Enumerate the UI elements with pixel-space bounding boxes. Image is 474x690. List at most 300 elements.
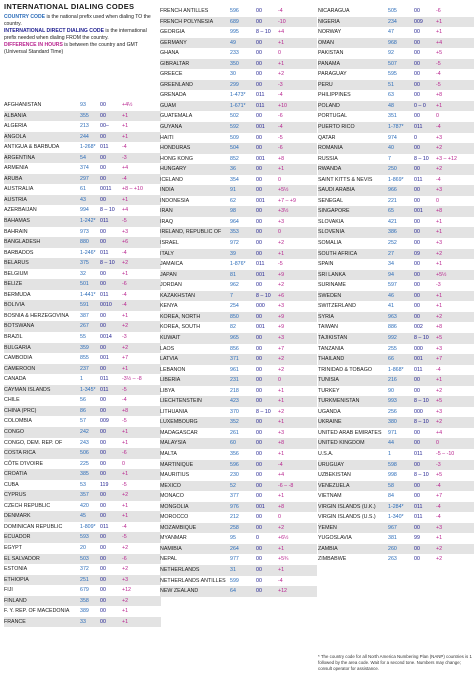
- table-row: [318, 227, 474, 238]
- hours-difference: +8: [122, 407, 129, 414]
- country-code: 256: [388, 408, 397, 415]
- country-name: KAZAKHSTAN: [160, 292, 195, 299]
- idd-code: 8 – 10: [414, 419, 429, 426]
- table-row: [4, 501, 161, 512]
- table-row: [4, 132, 161, 143]
- country-code: 421: [388, 218, 397, 225]
- table-row: [4, 184, 161, 195]
- hours-difference: +3: [278, 429, 285, 436]
- idd-code: 00: [256, 419, 262, 426]
- country-name: SLOVENIA: [318, 229, 345, 236]
- country-name: ALBANIA: [4, 112, 27, 119]
- table-row: [318, 175, 474, 186]
- country-code: 33: [80, 618, 86, 625]
- country-code: 84: [388, 493, 394, 500]
- idd-code: 00: [100, 597, 106, 604]
- table-row: [160, 154, 317, 165]
- idd-code: 00: [256, 387, 262, 394]
- idd-code: 011: [100, 249, 109, 256]
- country-name: BAHAMAS: [4, 218, 30, 225]
- hours-difference: 0: [278, 514, 281, 521]
- idd-code: 00: [414, 187, 420, 194]
- table-row: [318, 396, 474, 407]
- country-code: 856: [230, 345, 239, 352]
- table-row: [318, 428, 474, 439]
- table-row: [4, 406, 161, 417]
- country-name: NETHERLANDS ANTILLES: [160, 577, 226, 584]
- country-code: 502: [230, 113, 239, 120]
- idd-code: 00: [100, 502, 106, 509]
- idd-code: 00: [414, 71, 420, 78]
- idd-code: 00: [100, 513, 106, 520]
- idd-code: 00: [100, 439, 106, 446]
- country-code: 420: [80, 502, 89, 509]
- country-code: 599: [230, 577, 239, 584]
- country-name: INDONESIA: [160, 197, 190, 204]
- country-code: 260: [388, 545, 397, 552]
- country-code: 359: [80, 344, 89, 351]
- hours-difference: +1: [278, 398, 285, 405]
- country-name: UGANDA: [318, 408, 341, 415]
- country-code: 964: [230, 218, 239, 225]
- idd-code: 00: [414, 493, 420, 500]
- idd-code: 00: [256, 524, 262, 531]
- country-name: CHILE: [4, 397, 20, 404]
- hours-difference: -6: [122, 281, 127, 288]
- idd-code: 001: [256, 124, 265, 131]
- country-name: VENEZUELA: [318, 482, 350, 489]
- hours-difference: +1: [278, 250, 285, 257]
- country-code: 52: [230, 482, 236, 489]
- idd-code: 011: [100, 291, 109, 298]
- idd-code: 00: [414, 461, 420, 468]
- idd-code: 00–: [100, 123, 109, 130]
- idd-code: 00: [256, 18, 262, 25]
- table-row: [318, 154, 474, 165]
- country-name: NAMIBIA: [160, 545, 182, 552]
- country-code: 1: [388, 450, 391, 457]
- country-name: GUYANA: [160, 124, 182, 131]
- hours-difference: -4: [436, 71, 441, 78]
- dialing-table-column-2: [160, 6, 317, 597]
- table-row: [4, 321, 161, 332]
- country-code: 251: [80, 576, 89, 583]
- country-code: 351: [388, 113, 397, 120]
- hours-difference: +3: [436, 187, 443, 194]
- country-name: CHINA (PRC): [4, 407, 37, 414]
- hours-difference: +1: [278, 387, 285, 394]
- table-row: [318, 481, 474, 492]
- table-row: [318, 90, 474, 101]
- table-row: [160, 586, 317, 597]
- country-code: 372: [80, 566, 89, 573]
- idd-code: 00: [414, 229, 420, 236]
- hours-difference: +2: [278, 408, 285, 415]
- country-name: MOROCCO: [160, 514, 189, 521]
- country-code: 1-340*: [388, 514, 404, 521]
- country-code: 381: [388, 535, 397, 542]
- hours-difference: +9: [278, 324, 285, 331]
- idd-code: 001: [414, 356, 423, 363]
- country-name: LAOS: [160, 345, 175, 352]
- hours-difference: -6: [122, 555, 127, 562]
- country-code: 258: [230, 524, 239, 531]
- table-row: [318, 249, 474, 260]
- country-code: 963: [388, 313, 397, 320]
- table-row: [4, 522, 161, 533]
- table-row: [318, 375, 474, 386]
- country-name: PERU: [318, 81, 333, 88]
- country-name: CANADA: [4, 376, 27, 383]
- legend: [4, 14, 154, 27]
- country-name: LEBANON: [160, 366, 186, 373]
- table-row: [4, 416, 161, 427]
- idd-code: 00: [100, 165, 106, 172]
- country-name: SINGAPORE: [318, 208, 350, 215]
- country-name: HUNGARY: [160, 166, 187, 173]
- country-name: JAPAN: [160, 271, 177, 278]
- country-code: 94: [388, 271, 394, 278]
- idd-code: 00: [100, 544, 106, 551]
- table-row: [160, 544, 317, 555]
- table-row: [160, 101, 317, 112]
- idd-code: 00: [256, 482, 262, 489]
- hours-difference: +5: [436, 472, 443, 479]
- idd-code: 119: [100, 481, 109, 488]
- idd-code: 00: [100, 566, 106, 573]
- country-name: SPAIN: [318, 261, 334, 268]
- country-name: PORTUGAL: [318, 113, 348, 120]
- hours-difference: 0: [122, 460, 125, 467]
- hours-difference: +2: [436, 313, 443, 320]
- idd-code: 0014: [100, 334, 112, 341]
- hours-difference: +2: [278, 240, 285, 247]
- hours-difference: +8: [278, 440, 285, 447]
- idd-code: 00: [100, 555, 106, 562]
- idd-code: 00: [414, 482, 420, 489]
- country-name: UNITED ARAB EMIRATES: [318, 429, 382, 436]
- idd-code: 8 – 10: [100, 260, 115, 267]
- idd-code: 011: [100, 523, 109, 530]
- country-code: 385: [80, 471, 89, 478]
- country-name: GEORGIA: [160, 29, 185, 36]
- country-name: MARTINIQUE: [160, 461, 194, 468]
- country-name: CONGO, DEM. REP. OF: [4, 439, 63, 446]
- hours-difference: +1: [122, 365, 129, 372]
- hours-difference: -4: [278, 461, 283, 468]
- country-code: 852: [230, 155, 239, 162]
- hours-difference: -4: [436, 514, 441, 521]
- country-code: 46: [388, 292, 394, 299]
- table-row: [160, 512, 317, 523]
- hours-difference: -4: [278, 124, 283, 131]
- country-name: IRAN: [160, 208, 173, 215]
- table-row: [4, 332, 161, 343]
- table-row: [160, 69, 317, 80]
- table-row: [318, 512, 474, 523]
- country-code: 387: [80, 312, 89, 319]
- table-row: [160, 259, 317, 270]
- country-code: 51: [388, 81, 394, 88]
- country-code: 595: [388, 71, 397, 78]
- hours-difference: -4: [278, 577, 283, 584]
- table-row: [160, 533, 317, 544]
- idd-code: 00: [100, 618, 106, 625]
- table-row: [4, 142, 161, 153]
- idd-code: 001: [256, 271, 265, 278]
- hours-difference: -5: [278, 134, 283, 141]
- country-code: 261: [230, 429, 239, 436]
- hours-difference: +3½: [278, 208, 289, 215]
- idd-code: 00: [256, 577, 262, 584]
- table-row: [318, 460, 474, 471]
- hours-difference: +1: [122, 502, 129, 509]
- hours-difference: +10: [278, 102, 287, 109]
- country-name: UKRAINE: [318, 419, 342, 426]
- country-code: 995: [230, 29, 239, 36]
- table-row: [318, 312, 474, 323]
- table-row: [4, 596, 161, 607]
- table-row: [4, 269, 161, 280]
- hours-difference: +4: [278, 472, 285, 479]
- table-row: [160, 523, 317, 534]
- country-code: 507: [388, 60, 397, 67]
- country-name: GRENADA: [160, 92, 187, 99]
- hours-difference: +4: [436, 429, 443, 436]
- country-name: GHANA: [160, 50, 179, 57]
- hours-difference: +1: [278, 60, 285, 67]
- table-row: [318, 206, 474, 217]
- idd-code: 00: [414, 524, 420, 531]
- country-name: TURKMENISTAN: [318, 398, 360, 405]
- country-name: GIBRALTAR: [160, 60, 190, 67]
- idd-code: 00: [256, 71, 262, 78]
- table-row: [4, 353, 161, 364]
- idd-code: 000: [414, 408, 423, 415]
- country-code: 1-441*: [80, 291, 96, 298]
- table-row: [160, 17, 317, 28]
- hours-difference: +4: [278, 29, 285, 36]
- country-code: 1-809*: [80, 523, 96, 530]
- hours-difference: 0: [436, 113, 439, 120]
- country-code: 994: [80, 207, 89, 214]
- country-code: 855: [80, 355, 89, 362]
- country-code: 374: [80, 165, 89, 172]
- idd-code: 00: [414, 303, 420, 310]
- table-row: [160, 470, 317, 481]
- country-code: 992: [388, 334, 397, 341]
- idd-code: 011: [414, 176, 423, 183]
- country-code: 81: [230, 271, 236, 278]
- country-code: 39: [230, 250, 236, 257]
- table-row: [160, 111, 317, 122]
- country-code: 91: [230, 187, 236, 194]
- country-name: HAITI: [160, 134, 174, 141]
- country-code: 591: [80, 302, 89, 309]
- idd-code: 011: [100, 376, 109, 383]
- country-code: 63: [388, 92, 394, 99]
- legend-idd: INTERNATIONAL DIRECT DIALING CODE is the international prefix needed when dialing FROM the country.: [4, 28, 147, 41]
- hours-difference: +2: [122, 544, 129, 551]
- country-name: BRAZIL: [4, 334, 23, 341]
- idd-code: 00: [256, 545, 262, 552]
- hours-difference: +1: [122, 196, 129, 203]
- hours-difference: +4: [122, 165, 129, 172]
- table-row: [4, 163, 161, 174]
- country-code: 354: [230, 176, 239, 183]
- table-row: [318, 238, 474, 249]
- country-name: TRINIDAD & TOBAGO: [318, 366, 372, 373]
- hours-difference: +1: [122, 513, 129, 520]
- country-code: 1-284*: [388, 503, 404, 510]
- hours-difference: +1: [436, 102, 443, 109]
- idd-code: 8 – 10: [256, 408, 271, 415]
- country-code: 355: [80, 112, 89, 119]
- idd-code: 00: [256, 356, 262, 363]
- hours-difference: +7: [278, 345, 285, 352]
- table-row: [4, 364, 161, 375]
- country-name: BARBADOS: [4, 249, 34, 256]
- legend-difference: DIFFERENCE IN HOURS is between the country and GMT (Universal Standard Time): [4, 42, 138, 55]
- country-name: ETHIOPIA: [4, 576, 29, 583]
- idd-code: 001: [256, 197, 265, 204]
- idd-code: 00: [414, 197, 420, 204]
- country-name: SURINAME: [318, 282, 346, 289]
- country-code: 1-242*: [80, 218, 96, 225]
- idd-code: 99: [414, 535, 420, 542]
- table-row: [160, 312, 317, 323]
- idd-code: 009: [100, 418, 109, 425]
- hours-difference: -3: [436, 282, 441, 289]
- country-code: 86: [80, 407, 86, 414]
- hours-difference: +1: [436, 535, 443, 542]
- idd-code: 00: [256, 282, 262, 289]
- idd-code: 00: [256, 556, 262, 563]
- country-name: MONACO: [160, 493, 184, 500]
- hours-difference: +5½: [278, 187, 289, 194]
- idd-code: 00: [100, 450, 106, 457]
- country-code: 1-876*: [230, 261, 246, 268]
- hours-difference: +12: [278, 588, 287, 595]
- idd-code: 00: [414, 218, 420, 225]
- country-code: 377: [230, 493, 239, 500]
- hours-difference: -3: [278, 81, 283, 88]
- country-name: PANAMA: [318, 60, 340, 67]
- idd-code: 00: [414, 240, 420, 247]
- idd-code: 001: [256, 155, 265, 162]
- country-name: UNITED KINGDOM: [318, 440, 365, 447]
- hours-difference: +6: [278, 292, 285, 299]
- hours-difference: +8: [278, 155, 285, 162]
- idd-code: 00: [100, 270, 106, 277]
- country-name: KENYA: [160, 303, 178, 310]
- country-name: MAURITIUS: [160, 472, 190, 479]
- idd-code: 00: [256, 187, 262, 194]
- country-name: URUGUAY: [318, 461, 345, 468]
- country-code: 62: [230, 197, 236, 204]
- table-row: [318, 354, 474, 365]
- country-name: DENMARK: [4, 513, 31, 520]
- country-code: 43: [80, 196, 86, 203]
- idd-code: 00: [414, 387, 420, 394]
- country-name: ISRAEL: [160, 240, 179, 247]
- country-name: GUATEMALA: [160, 113, 193, 120]
- table-row: [4, 205, 161, 216]
- table-row: [160, 143, 317, 154]
- country-code: 1-868*: [388, 366, 404, 373]
- table-row: [4, 469, 161, 480]
- hours-difference: +8 – +10: [122, 186, 143, 193]
- table-row: [4, 543, 161, 554]
- idd-code: 00: [414, 92, 420, 99]
- idd-code: 001: [414, 208, 423, 215]
- idd-code: 011: [414, 514, 423, 521]
- table-row: [160, 270, 317, 281]
- idd-code: 00: [256, 50, 262, 57]
- country-name: ANGOLA: [4, 133, 27, 140]
- table-row: [318, 6, 474, 17]
- country-code: 267: [80, 323, 89, 330]
- country-name: LIBERIA: [160, 377, 181, 384]
- idd-code: 8 – 10: [414, 155, 429, 162]
- country-name: SLOVAKIA: [318, 218, 344, 225]
- country-name: ROMANIA: [318, 145, 343, 152]
- idd-code: 00: [414, 166, 420, 173]
- country-code: 243: [80, 439, 89, 446]
- country-code: 252: [388, 240, 397, 247]
- idd-code: 000: [414, 345, 423, 352]
- table-row: [318, 164, 474, 175]
- country-name: CAMEROON: [4, 365, 36, 372]
- country-code: 212: [230, 514, 239, 521]
- country-code: 65: [388, 208, 394, 215]
- table-row: [160, 175, 317, 186]
- hours-difference: +1: [436, 29, 443, 36]
- hours-difference: -4: [436, 482, 441, 489]
- hours-difference: +2: [278, 356, 285, 363]
- country-name: CZECH REPUBLIC: [4, 502, 51, 509]
- idd-code: 00: [100, 608, 106, 615]
- hours-difference: +8: [278, 503, 285, 510]
- country-code: 82: [230, 324, 236, 331]
- country-name: ARGENTINA: [4, 154, 35, 161]
- idd-code: 011: [256, 92, 265, 99]
- country-code: 61: [80, 186, 86, 193]
- hours-difference: +2: [122, 492, 129, 499]
- country-code: 60: [230, 440, 236, 447]
- table-row: [4, 290, 161, 301]
- hours-difference: +12: [122, 587, 131, 594]
- hours-difference: +6½: [278, 535, 289, 542]
- table-row: [4, 216, 161, 227]
- idd-code: 00: [414, 81, 420, 88]
- hours-difference: -4: [436, 176, 441, 183]
- country-name: ICELAND: [160, 176, 183, 183]
- hours-difference: +7 – +9: [278, 197, 296, 204]
- country-code: 44: [388, 440, 394, 447]
- idd-code: 00: [256, 250, 262, 257]
- hours-difference: +1: [436, 377, 443, 384]
- idd-code: 011: [414, 503, 423, 510]
- country-name: PHILIPPINES: [318, 92, 351, 99]
- idd-code: 00: [256, 450, 262, 457]
- country-name: CONGO: [4, 428, 25, 435]
- country-code: 234: [388, 18, 397, 25]
- idd-code: 00: [100, 534, 106, 541]
- hours-difference: -4: [122, 175, 127, 182]
- country-name: LIBYA: [160, 387, 175, 394]
- country-name: YEMEN: [318, 524, 337, 531]
